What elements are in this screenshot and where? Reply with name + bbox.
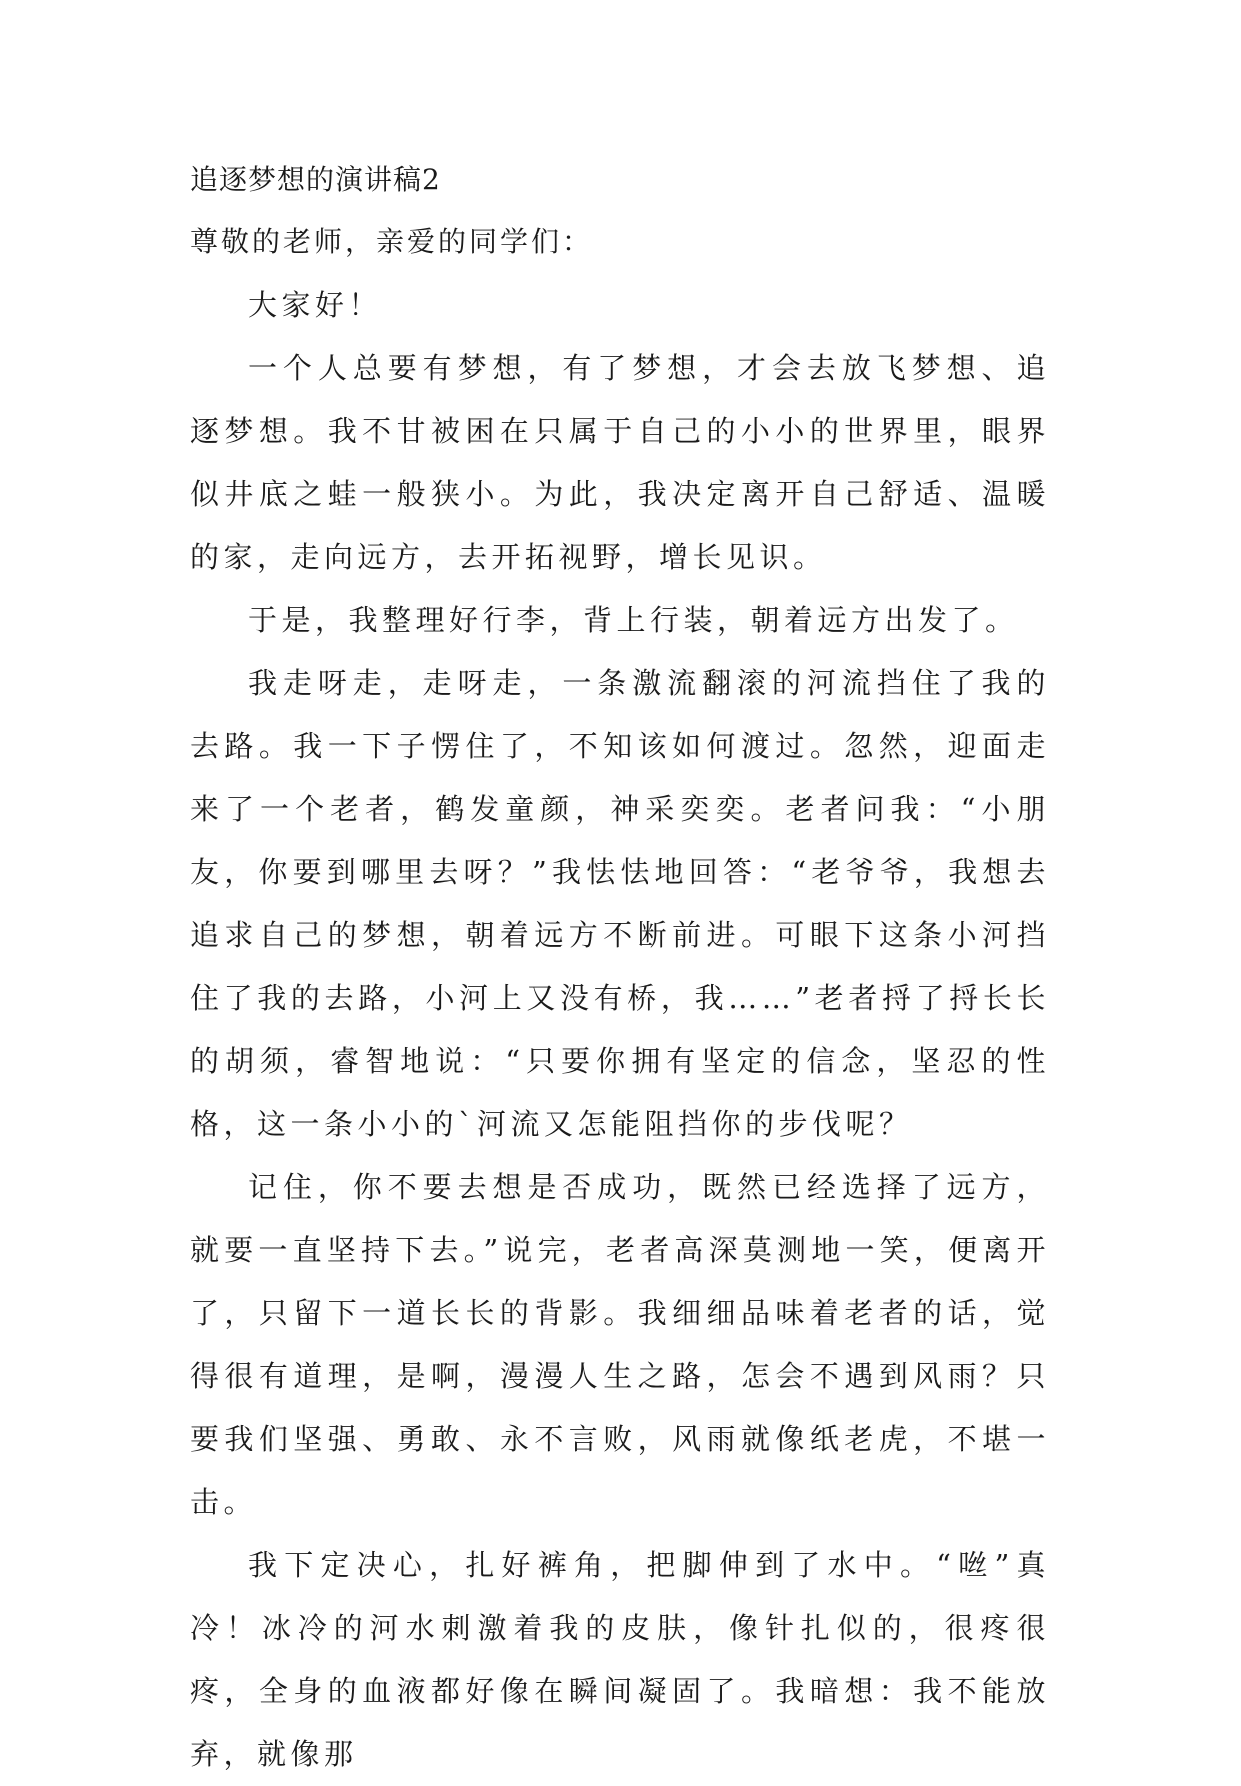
- paragraph-river-encounter: 我走呀走，走呀走，一条激流翻滚的河流挡住了我的去路。我一下子愣住了，不知该如何渡过。忽然，迎面走来了一个老者，鹤发童颜，神采奕奕。老者问我：“小朋友，你要到哪里去呀？”我怯怯地回答：“老爷爷，我想去追求自己的梦想，朝着远方不断前进。可眼下这条小河挡住了我的去路，小河上又没有桥，我……”老者捋了捋长长的胡须，睿智地说：“只要你拥有坚定的信念，坚忍的性格，这一条小小的`河流又怎能阻挡你的步伐呢？: [190, 666, 1050, 1141]
- paragraph-departure: 于是，我整理好行李，背上行装，朝着远方出发了。: [248, 603, 1019, 637]
- salutation: 尊敬的老师，亲爱的同学们：: [190, 225, 594, 258]
- paragraph-elder-advice: 记住，你不要去想是否成功，既然已经选择了远方，就要一直坚持下去。”说完，老者高深莫测地一笑，便离开了，只留下一道长长的背影。我细细品味着老者的话，觉得很有道理，是啊，漫漫人生之路，怎会不遇到风雨？只要我们坚强、勇敢、永不言败，风雨就像纸老虎，不堪一击。: [190, 1170, 1050, 1519]
- paragraph-crossing: 我下定决心，扎好裤角，把脚伸到了水中。“咝”真冷！冰冷的河水刺激着我的皮肤，像针扎似的，很疼很疼，全身的血液都好像在瞬间凝固了。我暗想：我不能放弃，就像那: [190, 1548, 1050, 1771]
- paragraph-greeting: 大家好！: [248, 288, 383, 322]
- document-title: 追逐梦想的演讲稿2: [190, 163, 441, 196]
- paragraph-dream-intro: 一个人总要有梦想，有了梦想，才会去放飞梦想、追逐梦想。我不甘被困在只属于自己的小小的世界里，眼界似井底之蛙一般狭小。为此，我决定离开自己舒适、温暖的家，走向远方，去开拓视野，增长见识。: [190, 351, 1050, 574]
- document-page: [190, 150, 1050, 1786]
